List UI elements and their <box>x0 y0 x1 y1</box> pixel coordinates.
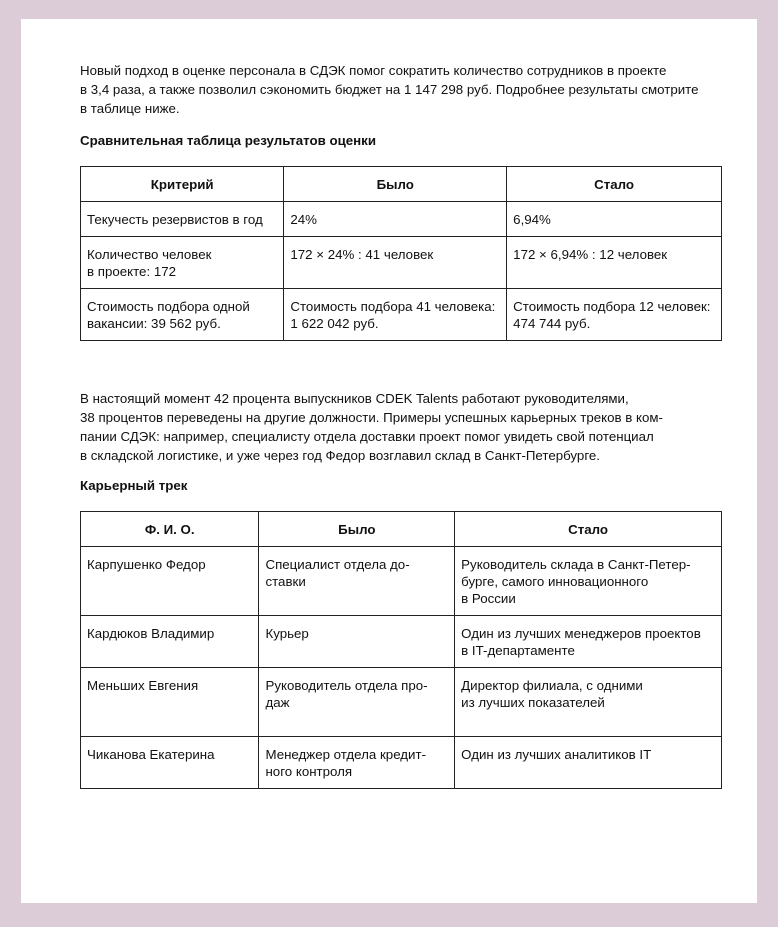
cell-text: вакансии: 39 562 руб. <box>87 316 221 331</box>
middle-line: В настоящий момент 42 процента выпускников CDEK Talents работают руководителями, <box>80 391 629 406</box>
cell-text: Карпушенко Федор <box>87 557 206 572</box>
table-cell <box>284 289 507 341</box>
comparison-table <box>80 166 722 341</box>
table-cell <box>455 616 722 668</box>
middle-line: 38 процентов переведены на другие должности. Примеры успешных карьерных треков в ком- <box>80 410 663 425</box>
cell-text: 474 744 руб. <box>513 316 591 331</box>
cell-text: Стоимость подбора одной <box>87 299 250 314</box>
cell-text: Количество человек <box>87 247 212 262</box>
cell-text: Стоимость подбора 12 человек: <box>513 299 711 314</box>
table-cell <box>81 289 284 341</box>
cell-text: 6,94% <box>513 212 551 227</box>
intro-line: в 3,4 раза, а также позволил сэкономить бюджет на 1 147 298 руб. Подробнее результаты смотрите <box>80 82 699 97</box>
column-header: Критерий <box>81 167 284 202</box>
cell-text: Менеджер отдела кредит- <box>265 747 427 762</box>
table-header-row <box>81 167 722 202</box>
table-row <box>81 547 722 616</box>
table-row <box>81 616 722 668</box>
table-cell <box>455 547 722 616</box>
table-row <box>81 737 722 789</box>
cell-text: ставки <box>265 574 306 589</box>
table-cell <box>507 289 722 341</box>
column-header: Было <box>284 167 507 202</box>
middle-line: пании СДЭК: например, специалисту отдела доставки проект помог увидеть свой потенциал <box>80 429 654 444</box>
intro-line: Новый подход в оценке персонала в СДЭК помог сократить количество сотрудников в проекте <box>80 63 667 78</box>
cell-text: ного контроля <box>265 764 353 779</box>
table-cell <box>81 668 259 737</box>
table-cell <box>455 668 722 737</box>
table-row <box>81 237 722 289</box>
table-cell <box>284 202 507 237</box>
middle-line: в складской логистике, и уже через год Федор возглавил склад в Санкт-Петербурге. <box>80 448 600 463</box>
cell-text: Чиканова Екатерина <box>87 747 215 762</box>
table-cell <box>507 237 722 289</box>
column-header: Было <box>259 512 455 547</box>
intro-line: в таблице ниже. <box>80 101 180 116</box>
cell-text: Кардюков Владимир <box>87 626 215 641</box>
table-row <box>81 289 722 341</box>
table-cell <box>81 237 284 289</box>
column-header: Стало <box>455 512 722 547</box>
table-row <box>81 668 722 737</box>
cell-text: 1 622 042 руб. <box>290 316 379 331</box>
cell-text: Курьер <box>265 626 309 641</box>
cell-text: Руководитель отдела про- <box>265 678 428 693</box>
cell-text: Специалист отдела до- <box>265 557 410 572</box>
cell-text: 24% <box>290 212 317 227</box>
career-track-table <box>80 511 722 789</box>
cell-text: Меньших Евгения <box>87 678 199 693</box>
table-cell <box>81 547 259 616</box>
table-cell <box>259 737 455 789</box>
cell-text: в IT-департаменте <box>461 643 575 658</box>
cell-text: в проекте: 172 <box>87 264 177 279</box>
table-cell <box>81 616 259 668</box>
cell-text: Один из лучших аналитиков IT <box>461 747 652 762</box>
table-header-row <box>81 512 722 547</box>
document-page <box>21 19 757 903</box>
intro-paragraph <box>80 61 722 118</box>
table-cell <box>259 668 455 737</box>
cell-text: даж <box>265 695 290 710</box>
cell-text: 172 × 6,94% : 12 человек <box>513 247 668 262</box>
table1-title: Сравнительная таблица результатов оценки <box>80 133 376 148</box>
table-cell <box>259 616 455 668</box>
table2-title: Карьерный трек <box>80 478 188 493</box>
cell-text: 172 × 24% : 41 человек <box>290 247 434 262</box>
middle-paragraph <box>80 389 722 465</box>
table-cell <box>455 737 722 789</box>
table-cell <box>284 237 507 289</box>
cell-text: Директор филиала, с одними <box>461 678 643 693</box>
table-cell <box>259 547 455 616</box>
table-cell <box>81 202 284 237</box>
cell-text: в России <box>461 591 516 606</box>
table-cell <box>81 737 259 789</box>
table-cell <box>507 202 722 237</box>
table-row <box>81 202 722 237</box>
column-header: Стало <box>507 167 722 202</box>
cell-text: бурге, самого инновационного <box>461 574 649 589</box>
cell-text: Текучесть резервистов в год <box>87 212 263 227</box>
column-header: Ф. И. О. <box>81 512 259 547</box>
cell-text: из лучших показателей <box>461 695 605 710</box>
cell-text: Руководитель склада в Санкт-Петер- <box>461 557 691 572</box>
cell-text: Стоимость подбора 41 человека: <box>290 299 496 314</box>
cell-text: Один из лучших менеджеров проектов <box>461 626 701 641</box>
